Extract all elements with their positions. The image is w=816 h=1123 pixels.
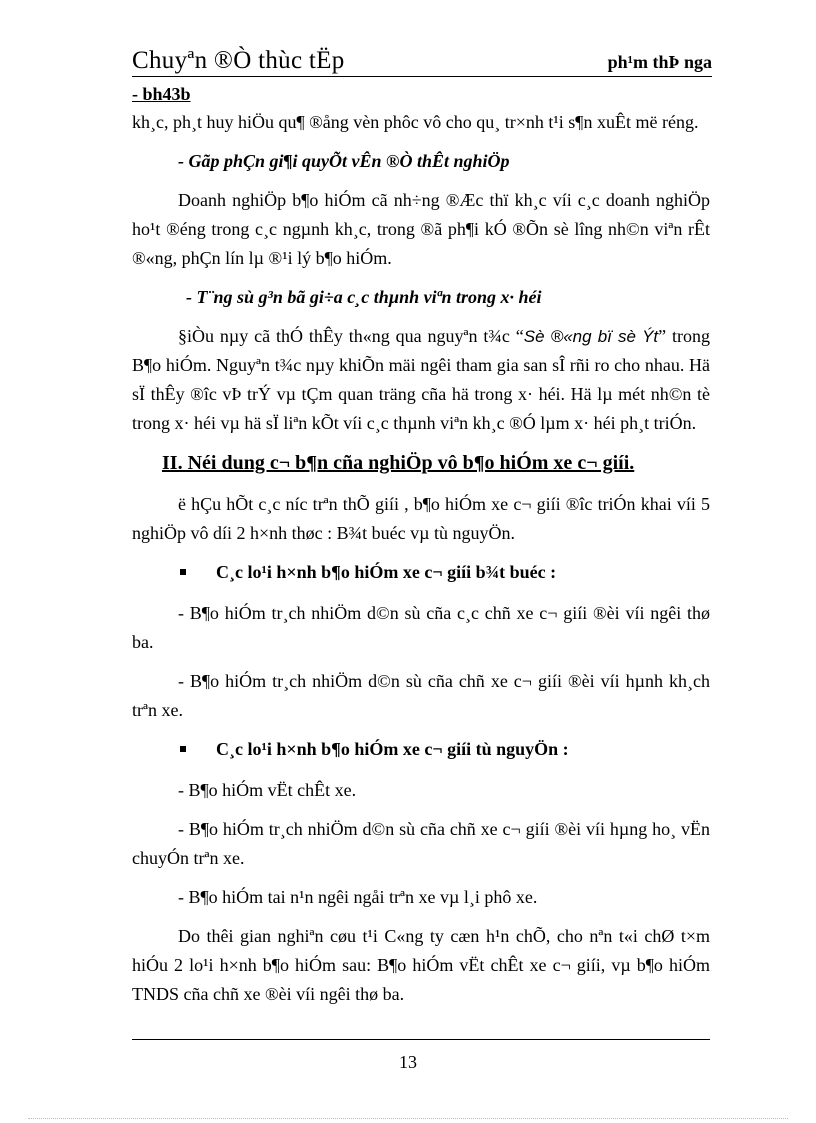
paragraph-3-end: ” trong B¶o hiÓm. Nguyªn t¾c nµy khiÕn mäi ngêi tham gia san sÎ rñi ro cho nhau. Hä sÏ thÊy ®îc vÞ trÝ vµ tÇm quan träng cña hä trong x· héi. Hä lµ mét nh©n tè trong x· héi vµ hä sÏ liªn kÕt víi c¸c thµnh viªn kh¸c ®Ó lµm x· héi ph¸t triÓn.: [132, 326, 710, 433]
paragraph-3-start: §iÒu nµy cã thÓ thÊy th«ng qua nguyªn t¾c “: [178, 326, 524, 346]
subheading-unemployment: - Gãp phÇn gi¶i quyÕt vÊn ®Ò thÊt nghiÖp: [178, 151, 510, 171]
bullet-compulsory: [132, 558, 710, 587]
subheading-social-cohesion: - T¨ng sù g³n bã gi÷a c¸c thµnh viªn trong x· héi: [186, 287, 542, 307]
document-body: [132, 108, 710, 1019]
paragraph-8: - B¶o hiÓm tr¸ch nhiÖm d©n sù cña chñ xe c¬ giíi ®èi víi hµng ho¸ vËn chuyÓn trªn xe.: [132, 819, 710, 868]
footer-divider: [132, 1039, 710, 1040]
page-header: [132, 46, 712, 77]
bullet-square-icon: [180, 569, 186, 575]
bullet-voluntary: [132, 735, 710, 764]
paragraph-4: ë hÇu hÕt c¸c níc trªn thÕ giíi , b¶o hiÓm xe c¬ giíi ®îc triÓn khai víi 5 nghiÖp vô díi 2 h×nh thøc : B¾t buéc vµ tù nguyÖn.: [132, 494, 710, 543]
bullet-compulsory-text: C¸c lo¹i h×nh b¶o hiÓm xe c¬ giíi b¾t buéc :: [216, 562, 557, 582]
paragraph-2: Doanh nghiÖp b¶o hiÓm cã nh÷ng ®Æc thï kh¸c víi c¸c doanh nghiÖp ho¹t ®éng trong c¸c ngµnh kh¸c, trong ®ã ph¶i kÓ ®Õn sè lîng nh©n viªn rÊt ®«ng, phÇn lín lµ ®¹i lý b¶o hiÓm.: [132, 190, 710, 268]
paragraph-3-quote: Sè ®«ng bï sè Ýt: [523, 327, 659, 346]
section-heading-ii: II. Néi dung c¬ b¶n cña nghiÖp vô b¶o hiÓm xe c¬ giíi.: [162, 452, 635, 474]
paragraph-6: - B¶o hiÓm tr¸ch nhiÖm d©n sù cña chñ xe c¬ giíi ®èi víi hµnh kh¸ch trªn xe.: [132, 671, 710, 720]
paragraph-1: kh¸c, ph¸t huy hiÖu qu¶ ®ång vèn phôc vô cho qu¸ tr×nh t¹i s¶n xuÊt më réng.: [132, 112, 699, 132]
paragraph-9: - B¶o hiÓm tai n¹n ngêi ngåi trªn xe vµ l¸i phô xe.: [178, 887, 538, 907]
paragraph-5: - B¶o hiÓm tr¸ch nhiÖm d©n sù cña c¸c chñ xe c¬ giíi ®èi víi ngêi thø ba.: [132, 603, 710, 652]
paragraph-7: - B¶o hiÓm vËt chÊt xe.: [178, 780, 357, 800]
page-number: 13: [399, 1052, 417, 1072]
header-author: ph¹m thÞ nga: [607, 52, 712, 72]
paragraph-3: [132, 322, 710, 438]
paragraph-10: Do thêi gian nghiªn cøu t¹i C«ng ty cæn h¹n chÕ, cho nªn t«i chØ t×m hiÓu 2 lo¹i h×nh b¶o hiÓm sau: B¶o hiÓm vËt chÊt xe c¬ giíi, vµ b¶o hiÓm TNDS cña chñ xe ®èi víi ngêi thø ba.: [132, 926, 710, 1004]
header-title: Chuyªn ®Ò thùc tËp: [132, 47, 345, 74]
document-code: - bh43b: [132, 84, 191, 104]
bullet-voluntary-text: C¸c lo¹i h×nh b¶o hiÓm xe c¬ giíi tù nguyÖn :: [216, 739, 569, 759]
page-bottom-border: [28, 1118, 788, 1119]
bullet-square-icon: [180, 746, 186, 752]
